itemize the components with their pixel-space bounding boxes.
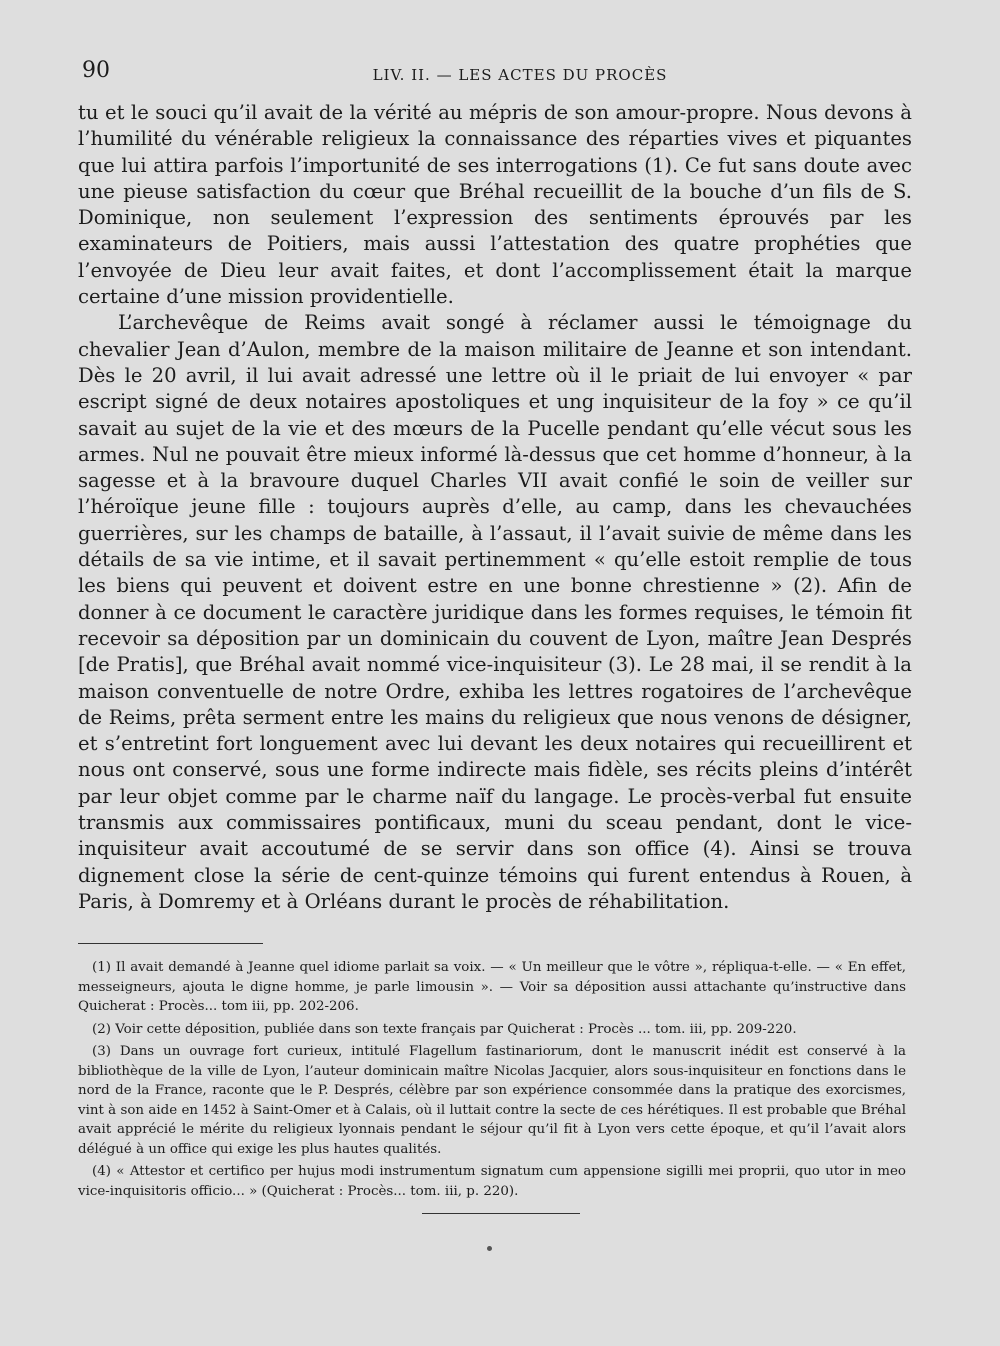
page-number: 90 [82, 58, 110, 83]
end-rule [422, 1213, 580, 1214]
footnote-1: (1) Il avait demandé à Jeanne quel idiome parlait sa voix. — « Un meilleur que le vôtre », répliqua-t-elle. — « En effet, messeigneurs, ajouta le digne homme, je parle limousin ». — Voir sa déposition aussi attachante qu’instructive dans Quicherat : Procès... tom iii, pp. 202-206. [78, 960, 906, 1014]
main-text [78, 100, 912, 915]
footnote-2: (2) Voir cette déposition, publiée dans son texte français par Quicherat : Procès ... tom. iii, pp. 209-220. [92, 1021, 797, 1037]
footnote-4: (4) « Attestor et certifico per hujus modi instrumentum signatum cum appensione sigilli mei proprii, quo utor in meo vice-inquisitoris officio... » (Quicherat : Procès... tom. iii, p. 220). [78, 1164, 906, 1199]
footnote-3: (3) Dans un ouvrage fort curieux, intitulé Flagellum fastinariorum, dont le manuscrit inédit est conservé à la bibliothèque de la ville de Lyon, l’auteur dominicain maître Nicolas Jacquier, alors sous-inquisiteur en fonctions dans le nord de la France, raconte que le P. Després, célèbre par son expérience consommée dans la pratique des exorcismes, vint à son aide en 1452 à Saint-Omer et à Calais, où il luttait contre la secte de ces hérétiques. Il est probable que Bréhal avait apprécié le mérite du religieux lyonnais pendant le séjour qu’il fit à Lyon vers cette époque, et qu’il l’avait alors délégué à un office qui exige les plus hautes qualités. [78, 1044, 906, 1157]
footnote-separator [78, 943, 263, 944]
paragraph-1: tu et le souci qu’il avait de la vérité au mépris de son amour-propre. Nous devons à l’humilité du vénérable religieux la connaissance des réparties vives et piquantes que lui attira parfois l’importunité de ses interrogations (1). Ce fut sans doute avec une pieuse satisfaction du cœur que Bréhal recueillit de la bouche d’un fils de S. Dominique, non seulement l’expression des sentiments éprouvés par les examinateurs de Poitiers, mais aussi l’attestation des quatre prophéties que l’envoyée de Dieu leur avait faites, et dont l’accomplissement était la marque certaine d’une mission providentielle. [78, 101, 912, 309]
ink-dot [487, 1246, 492, 1251]
footnotes [78, 958, 906, 1204]
paragraph-2: L’archevêque de Reims avait songé à réclamer aussi le témoignage du chevalier Jean d’Aulon, membre de la maison militaire de Jeanne et son intendant. Dès le 20 avril, il lui avait adressé une lettre où il le priait de lui envoyer « par escript signé de deux notaires apostoliques et ung inquisiteur de la foy » ce qu’il savait au sujet de la vie et des mœurs de la Pucelle pendant qu’elle vécut sous les armes. Nul ne pouvait être mieux informé là-dessus que cet homme d’honneur, à la sagesse et à la bravoure duquel Charles VII avait confié le soin de veiller sur l’héroïque jeune fille : toujours auprès d’elle, au camp, dans les chevauchées guerrières, sur les champs de bataille, à l’assaut, il l’avait suivie de même dans les détails de sa vie intime, et il savait pertinemment « qu’elle estoit remplie de tous les biens qui peuvent et doivent estre en une bonne chrestienne » (2). Afin de donner à ce document le caractère juridique dans les formes requises, le témoin fit recevoir sa déposition par un dominicain du couvent de Lyon, maître Jean Després [de Pratis], que Bréhal avait nommé vice-inquisiteur (3). Le 28 mai, il se rendit à la maison conventuelle de notre Ordre, exhiba les lettres rogatoires de l’archevêque de Reims, prêta serment entre les mains du religieux que nous venons de désigner, et s’entretint fort longuement avec lui devant les deux notaires qui recueillirent et nous ont conservé, sous une forme indirecte mais fidèle, ses récits pleins d’intérêt par leur objet comme par le charme naïf du langage. Le procès-verbal fut ensuite transmis aux commissaires pontificaux, muni du sceau pendant, dont le vice-inquisiteur avait accoutumé de se servir dans son office (4). Ainsi se trouva dignement close la série de cent-quinze témoins qui furent entendus à Rouen, à Paris, à Domremy et à Orléans durant le procès de réhabilitation. [78, 311, 912, 913]
running-title: LIV. II. — LES ACTES DU PROCÈS [372, 66, 668, 84]
